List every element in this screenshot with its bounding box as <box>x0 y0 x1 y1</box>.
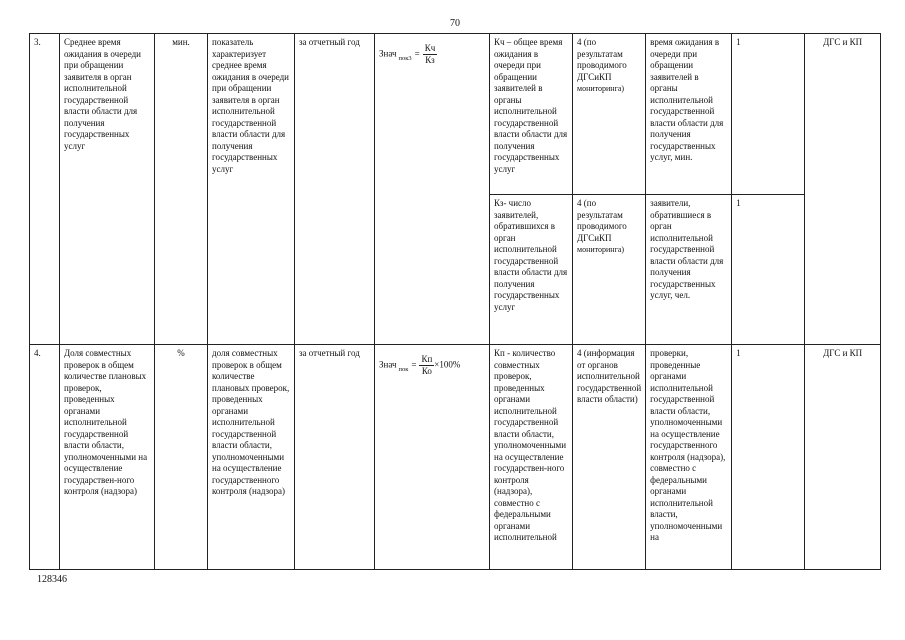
unit: % <box>155 345 208 570</box>
indicator-description: доля совместных проверок в общем количестве плановых проверок, проведенных органами исполнительной государственной власти области, уполномоченными на осуществление государственного контроля (надзора) <box>208 345 295 570</box>
period: за отчетный год <box>295 345 375 570</box>
responsible: ДГС и КП <box>805 345 881 570</box>
unit: мин. <box>155 34 208 345</box>
data-source: 4 (по результатам проводимого ДГСиКП мониторинга) <box>573 195 646 345</box>
observation-object: заявители, обратившиеся в орган исполнительной государственной власти области для получения государственных услуг, чел. <box>646 195 732 345</box>
formula: Знач $_{пок}$ = $\frac{Кп}{Ко}$ ×100% <box>375 345 490 570</box>
document-code: 128346 <box>37 574 67 585</box>
row-number: 3. <box>30 34 60 345</box>
row-number: 4. <box>30 345 60 570</box>
table-row <box>30 345 881 570</box>
indicator-name: Доля совместных проверок в общем количестве плановых проверок, проведенных органами исполнительной государственной власти области, уполномоченными на осуществление государствен-ного контроля (надзора) <box>60 345 155 570</box>
data-source: 4 (по результатам проводимого ДГСиКП мониторинга) <box>573 34 646 195</box>
fraction: $\frac{Кп}{Ко}$ <box>421 354 433 376</box>
variable-definition: Кп - количество совместных проверок, проведенных органами исполнительной государственной власти области, уполномоченными на осуществление государствен-ного контроля (надзора), совместно с федеральными органами исполнительной <box>490 345 573 570</box>
data-source: 4 (информация от органов исполнительной государственной власти области) <box>573 345 646 570</box>
period: за отчетный год <box>295 34 375 345</box>
coefficient: 1 <box>732 195 805 345</box>
page-number: 70 <box>450 18 460 29</box>
responsible: ДГС и КП <box>805 34 881 345</box>
table-row <box>30 34 881 195</box>
coefficient: 1 <box>732 345 805 570</box>
variable-definition: Кз- число заявителей, обратившихся в орган исполнительной государственной власти области для получения государственных услуг <box>490 195 573 345</box>
observation-object: проверки, проведенные органами исполнительной государственной власти области, уполномоченными на осуществление государственного контроля (надзора), совместно с федеральными органами исполнительной власти, уполномоченными на <box>646 345 732 570</box>
variable-definition: Кч – общее время ожидания в очереди при обращении заявителей в органы исполнительной государственной власти области для получения государственных услуг <box>490 34 573 195</box>
fraction: $\frac{Кч}{Кз}$ <box>424 43 436 65</box>
indicator-name: Среднее время ожидания в очереди при обращении заявителя в орган исполнительной государственной власти области для получения государственных услуг <box>60 34 155 345</box>
indicator-table <box>29 33 881 570</box>
indicator-description: показатель характеризует среднее время ожидания в очереди при обращении заявителя в орган исполнительной государственной власти области для получения государственных услуг <box>208 34 295 345</box>
coefficient: 1 <box>732 34 805 195</box>
observation-object: время ожидания в очереди при обращении заявителей в органы исполнительной государственной власти области для получения государственных услуг, мин. <box>646 34 732 195</box>
formula: Знач $_{пок3}$ = $\frac{Кч}{Кз}$ <box>375 34 490 345</box>
